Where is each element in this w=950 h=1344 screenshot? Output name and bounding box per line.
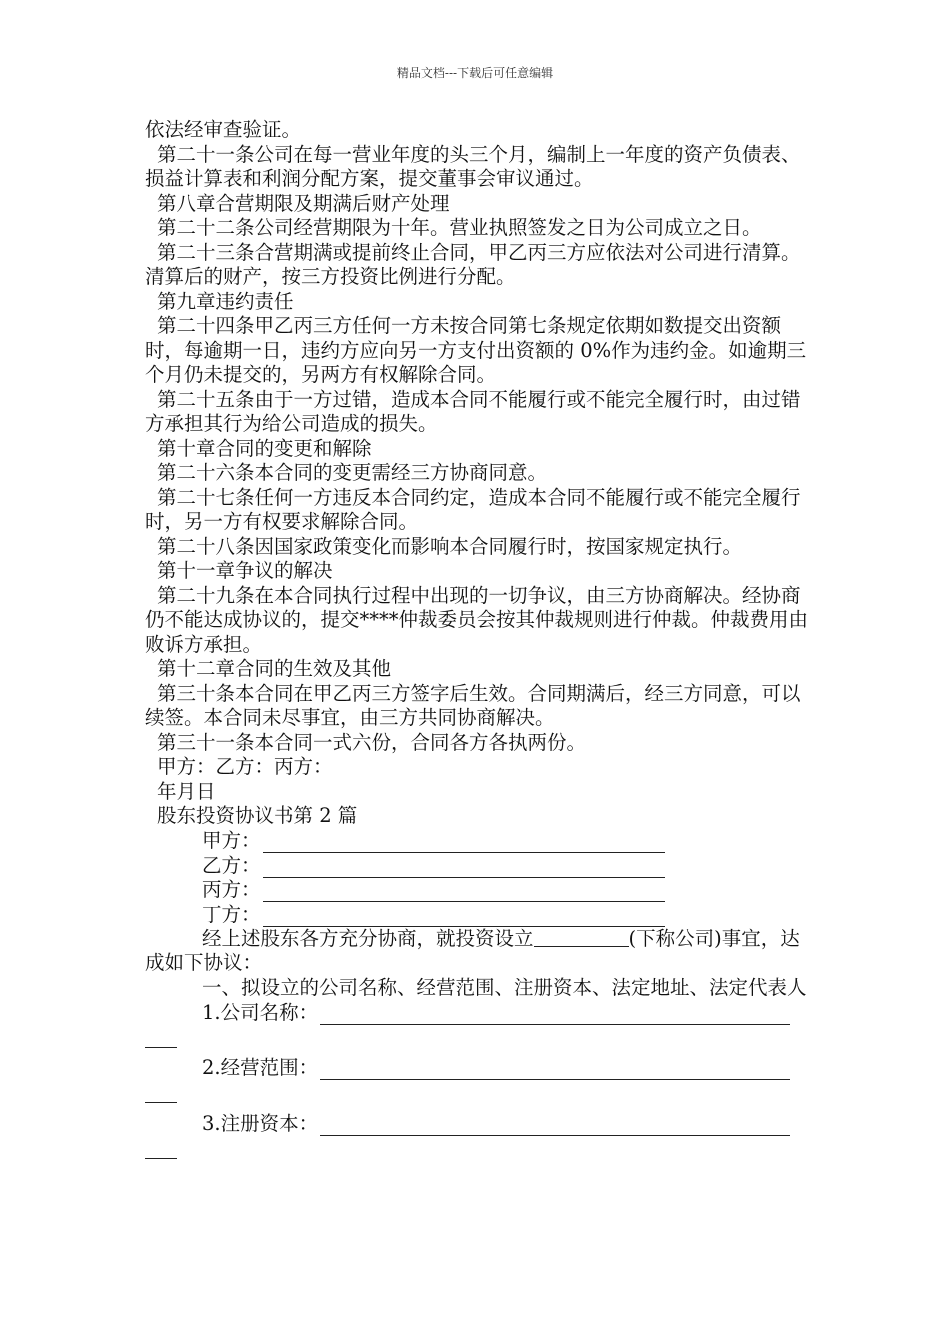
- article-30: 第三十条本合同在甲乙丙三方签字后生效。合同期满后，经三方同意，可以续签。本合同未尽事宜，由三方共同协商解决。: [145, 681, 801, 729]
- article-28: 第二十八条因国家政策变化而影响本合同履行时，按国家规定执行。: [157, 534, 743, 558]
- article-29: 第二十九条在本合同执行过程中出现的一切争议，由三方协商解决。经协商仍不能达成协议的，提交****仲裁委员会按其仲裁规则进行仲裁。仲裁费用由败诉方承担。: [145, 583, 809, 656]
- party-d-blank[interactable]: [263, 908, 665, 927]
- signature-date: 年月日: [157, 779, 216, 803]
- signature-parties: 甲方：乙方：丙方：: [157, 755, 333, 778]
- intro-before: 经上述股东各方充分协商，就投资设立: [202, 926, 534, 950]
- section-1-heading: 一、拟设立的公司名称、经营范围、注册资本、法定地址、法定代表人: [202, 975, 807, 999]
- article-24: 第二十四条甲乙丙三方任何一方未按合同第七条规定依期如数提交出资额时，每逾期一日，违约方应向另一方支付出资额的 0%作为违约金。如逾期三个月仍未提交的，另两方有权解除合同。: [145, 314, 807, 386]
- party-a-label: 甲方：: [202, 829, 261, 852]
- page-header: 精品文档---下载后可任意编辑: [396, 66, 554, 80]
- party-c-label: 丙方：: [202, 878, 261, 901]
- chapter-8-heading: 第八章合营期限及期满后财产处理: [157, 191, 450, 215]
- article-31: 第三十一条本合同一式六份，合同各方各执两份。: [157, 730, 587, 754]
- party-c-blank[interactable]: [263, 883, 665, 902]
- party-a-blank[interactable]: [263, 834, 665, 853]
- article-25: 第二十五条由于一方过错，造成本合同不能履行或不能完全履行时，由过错方承担其行为给公司造成的损失。: [145, 387, 801, 435]
- company-name-label: 1.公司名称：: [202, 1000, 319, 1024]
- company-name-row: [145, 1000, 815, 1025]
- business-scope-field[interactable]: [320, 1061, 790, 1080]
- party-b-label: 乙方：: [202, 853, 261, 877]
- registered-capital-continuation: [145, 1144, 177, 1159]
- registered-capital-row: [145, 1111, 815, 1136]
- article-23: 第二十三条合营期满或提前终止合同，甲乙丙三方应依法对公司进行清算。清算后的财产，按三方投资比例进行分配。: [145, 240, 801, 288]
- registered-capital-field[interactable]: [320, 1117, 790, 1136]
- intro-after: (下称公司)事宜，达成如下协议：: [145, 926, 800, 974]
- company-name-blank[interactable]: [534, 928, 629, 947]
- business-scope-label: 2.经营范围：: [202, 1056, 319, 1079]
- company-name-continuation: [145, 1033, 177, 1048]
- chapter-12-heading: 第十二章合同的生效及其他: [157, 657, 392, 680]
- article-26: 第二十六条本合同的变更需经三方协商同意。: [157, 461, 548, 484]
- chapter-11-heading: 第十一章争议的解决: [157, 559, 333, 582]
- party-d-row: [145, 902, 815, 927]
- intro-paragraph: [145, 927, 815, 976]
- article-21: 第二十一条公司在每一营业年度的头三个月，编制上一年度的资产负债表、损益计算表和利润分配方案，提交董事会审议通过。: [145, 142, 801, 190]
- article-22: 第二十二条公司经营期限为十年。营业执照签发之日为公司成立之日。: [157, 216, 762, 239]
- company-name-field[interactable]: [320, 1006, 790, 1025]
- chapter-10-heading: 第十章合同的变更和解除: [157, 436, 372, 460]
- document-2-title: 股东投资协议书第 2 篇: [157, 804, 358, 827]
- document-body: [145, 118, 815, 1167]
- article-27: 第二十七条任何一方违反本合同约定，造成本合同不能履行或不能完全履行时，另一方有权要求解除合同。: [145, 485, 801, 533]
- paragraph: 依法经审查验证。: [145, 118, 302, 141]
- chapter-9-heading: 第九章违约责任: [157, 289, 294, 313]
- registered-capital-label: 3.注册资本：: [202, 1111, 319, 1135]
- business-scope-row: [145, 1056, 815, 1081]
- party-d-label: 丁方：: [202, 902, 261, 926]
- business-scope-continuation: [145, 1088, 177, 1103]
- party-b-blank[interactable]: [263, 859, 665, 878]
